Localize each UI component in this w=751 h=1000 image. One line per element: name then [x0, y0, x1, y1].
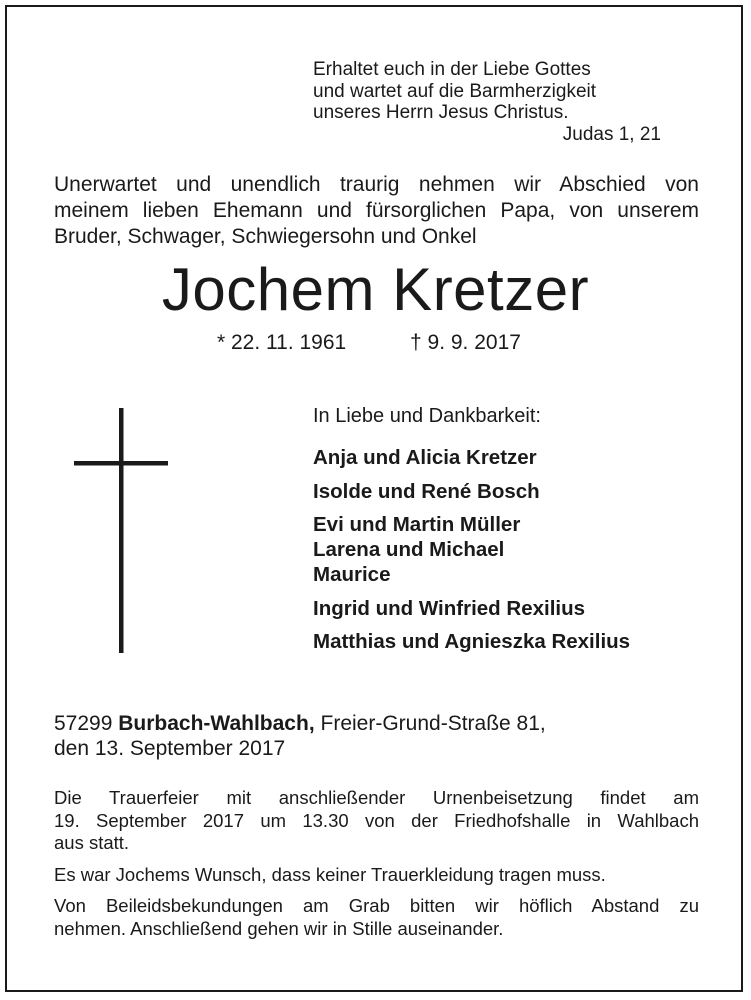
verse-line: und wartet auf die Barmherzigkeit [313, 80, 597, 102]
clothing-note [54, 864, 699, 887]
funeral-note [54, 787, 699, 855]
address-postcode: 57299 [54, 712, 113, 735]
death-date: † 9. 9. 2017 [410, 331, 521, 354]
verse-reference: Judas 1, 21 [562, 123, 661, 145]
address-block [54, 711, 699, 761]
note-line: 19. September 2017 um 13.30 von der Friedhofshalle in Wahlbach [54, 809, 699, 831]
intro-line: meinem lieben Ehemann und fürsorglichen Papa, von unserem [54, 199, 699, 222]
mourner-group [313, 512, 630, 587]
mourner-name: Matthias und Agnieszka Rexilius [313, 630, 631, 653]
verse-line: unseres Herrn Jesus Christus. [313, 102, 569, 123]
mourner-group [313, 479, 630, 504]
mourner-name: Larena und Michael [313, 538, 505, 561]
deceased-name: Jochem Kretzer [161, 256, 590, 323]
intro-text [54, 172, 699, 250]
address-street: Freier-Grund-Straße 81, [320, 712, 546, 735]
mourner-group [313, 629, 630, 654]
mourner-group [313, 596, 630, 621]
mourner-name: Ingrid und Winfried Rexilius [313, 596, 586, 620]
mourner-name: Isolde und René Bosch [313, 479, 540, 503]
address-place: Burbach-Wahlbach, [118, 712, 315, 735]
mourner-name: Maurice [313, 563, 391, 586]
note-line: Von Beileidsbekundungen am Grab bitten wir höflich Abstand zu [54, 895, 699, 916]
mourner-name: Anja und Alicia Kretzer [313, 446, 537, 469]
mourners-heading: In Liebe und Dankbarkeit: [313, 405, 541, 427]
note-line: Die Trauerfeier mit anschließender Urnenbeisetzung findet am [54, 787, 699, 808]
note-line: aus statt. [54, 832, 130, 853]
verse-line: Erhaltet euch in der Liebe Gottes [313, 59, 591, 80]
bible-verse [313, 59, 663, 145]
note-line: Es war Jochems Wunsch, dass keiner Trauerkleidung tragen muss. [54, 863, 606, 885]
mourner-name: Evi und Martin Müller [313, 513, 521, 536]
address-date: den 13. September 2017 [54, 737, 286, 760]
intro-line: Unerwartet und unendlich traurig nehmen wir Abschied von [54, 173, 699, 196]
condolence-note [54, 895, 699, 940]
note-line: nehmen. Anschließend gehen wir in Stille auseinander. [54, 917, 504, 939]
birth-date: * 22. 11. 1961 [217, 331, 347, 354]
address-line [54, 711, 699, 736]
mourners-list [313, 445, 630, 654]
notes-block [54, 787, 699, 949]
intro-line: Bruder, Schwager, Schwiegersohn und Onkel [54, 225, 477, 248]
mourner-group [313, 445, 630, 470]
